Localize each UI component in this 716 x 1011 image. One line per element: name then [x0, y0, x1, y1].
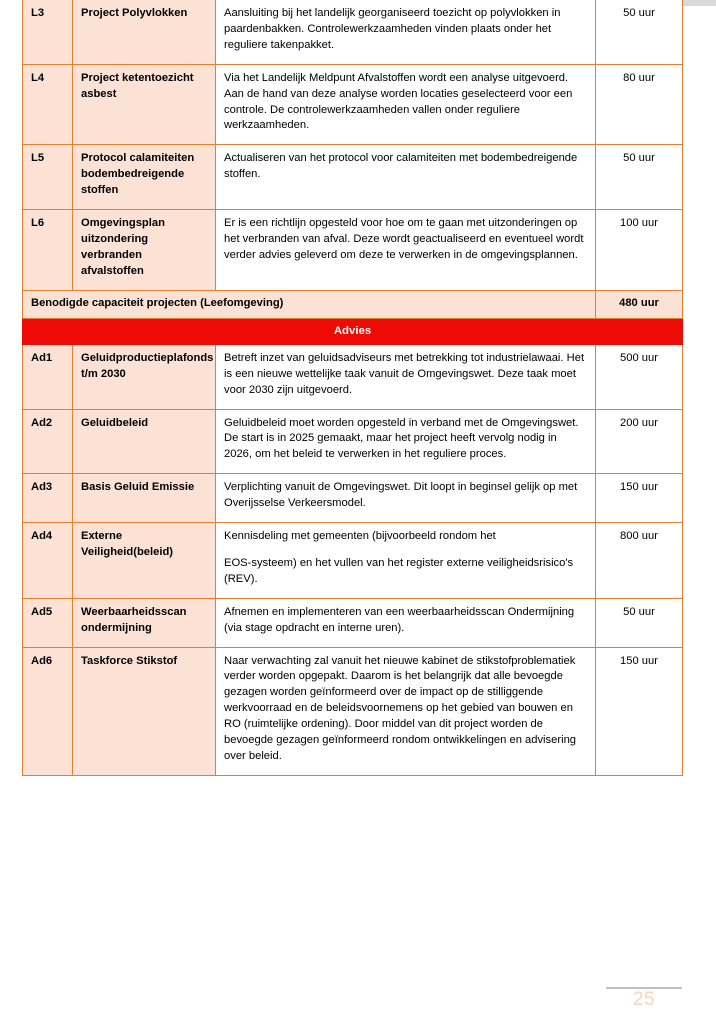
- row-description-paragraph: Betreft inzet van geluidsadviseurs met betrekking tot industrielawaai. Het is een nieuwe wettelijke taak vanuit de Omgevingswet. Deze taak moet voor 2030 zijn uitgevoerd.: [224, 351, 585, 396]
- row-description-paragraph: Afnemen en implementeren van een weerbaarheidsscan Ondermijning (via stage opdracht en interne uren).: [224, 605, 575, 634]
- row-name: Weerbaarheidsscan ondermijning: [73, 598, 216, 647]
- section-header-row: [23, 318, 683, 344]
- row-description: [216, 647, 596, 775]
- summary-hours: 480 uur: [596, 290, 683, 318]
- row-hours: 150 uur: [596, 647, 683, 775]
- row-name: Basis Geluid Emissie: [73, 474, 216, 523]
- table-row: [23, 145, 683, 210]
- row-name: Geluidbeleid: [73, 409, 216, 474]
- capacity-table-body: [23, 0, 683, 775]
- row-id: Ad2: [23, 409, 73, 474]
- row-name: Taskforce Stikstof: [73, 647, 216, 775]
- section-header-label: Advies: [23, 318, 683, 344]
- row-id: Ad1: [23, 344, 73, 409]
- row-description-paragraph: Aansluiting bij het landelijk georganiseerd toezicht op polyvlokken in paardenbakken. Controlewerkzaamheden vinden plaats onder het reguliere takenpakket.: [224, 7, 561, 51]
- row-hours: 150 uur: [596, 474, 683, 523]
- row-hours: 500 uur: [596, 344, 683, 409]
- table-row: [23, 344, 683, 409]
- table-row: [23, 523, 683, 599]
- row-id: Ad3: [23, 474, 73, 523]
- row-name: Protocol calamiteiten bodembedreigende stoffen: [73, 145, 216, 210]
- table-row: [23, 210, 683, 291]
- capacity-table: [22, 0, 683, 776]
- row-name: Project ketentoezicht asbest: [73, 64, 216, 145]
- summary-row: [23, 290, 683, 318]
- row-hours: 50 uur: [596, 0, 683, 64]
- row-description: [216, 210, 596, 291]
- row-description: [216, 523, 596, 599]
- table-row: [23, 647, 683, 775]
- row-description: [216, 474, 596, 523]
- row-name: Geluidproductieplafonds t/m 2030: [73, 344, 216, 409]
- row-description-paragraph: Geluidbeleid moet worden opgesteld in verband met de Omgevingswet. De start is in 2025 gemaakt, maar het project heeft vervolg nodig in 2026, om het beleid te verwerken in het reguliere proces.: [224, 416, 579, 461]
- row-name: Project Polyvlokken: [73, 0, 216, 64]
- row-name: Omgevingsplan uitzondering verbranden afvalstoffen: [73, 210, 216, 291]
- row-id: Ad4: [23, 523, 73, 599]
- row-description-paragraph: Via het Landelijk Meldpunt Afvalstoffen wordt een analyse uitgevoerd. Aan de hand van deze analyse worden locaties geselecteerd voor een controle. De controlewerkzaamheden vallen onder reguliere werkzaamheden.: [224, 71, 573, 132]
- row-id: L3: [23, 0, 73, 64]
- row-description-paragraph: EOS-systeem) en het vullen van het register externe veiligheidsrisico's (REV).: [224, 556, 574, 585]
- row-hours: 800 uur: [596, 523, 683, 599]
- row-description: [216, 64, 596, 145]
- row-description-paragraph: Actualiseren van het protocol voor calamiteiten met bodembedreigende stoffen.: [224, 152, 578, 181]
- page-number: 25: [632, 989, 656, 1010]
- row-hours: 80 uur: [596, 64, 683, 145]
- row-description: [216, 145, 596, 210]
- row-hours: 50 uur: [596, 145, 683, 210]
- row-description: [216, 409, 596, 474]
- table-row: [23, 0, 683, 64]
- row-hours: 200 uur: [596, 409, 683, 474]
- row-description: [216, 344, 596, 409]
- table-row: [23, 409, 683, 474]
- row-name: Externe Veiligheid(beleid): [73, 523, 216, 599]
- table-row: [23, 598, 683, 647]
- summary-label: Benodigde capaciteit projecten (Leefomgeving): [23, 290, 596, 318]
- table-row: [23, 64, 683, 145]
- row-id: L4: [23, 64, 73, 145]
- table-row: [23, 474, 683, 523]
- row-id: Ad5: [23, 598, 73, 647]
- row-description-paragraph: Naar verwachting zal vanuit het nieuwe kabinet de stikstofproblematiek verder worden opgepakt. Daarom is het belangrijk dat alle bevoegde gezagen worden geïnformeerd over de impact op de stilliggende werkvoorraad en de beleidsvoornemens op het gebied van bouwen en RO (ruimtelijke ordening). Door middel van dit project worden de bevoegde gezagen geïnformeerd rondom ontwikkelingen en advisering over beleid.: [224, 654, 577, 762]
- row-hours: 100 uur: [596, 210, 683, 291]
- row-description-paragraph: Er is een richtlijn opgesteld voor hoe om te gaan met uitzonderingen op het verbranden van afval. Deze wordt geactualiseerd en eventueel wordt verder advies geleverd om deze te verwerken in de omgevingsplannen.: [224, 217, 584, 261]
- row-description-paragraph: Kennisdeling met gemeenten (bijvoorbeeld rondom het: [224, 530, 496, 543]
- row-description-paragraph: Verplichting vanuit de Omgevingswet. Dit loopt in beginsel gelijk op met Overijsselse Verkeersmodel.: [224, 481, 578, 510]
- row-id: L5: [23, 145, 73, 210]
- row-id: Ad6: [23, 647, 73, 775]
- row-description: [216, 598, 596, 647]
- row-hours: 50 uur: [596, 598, 683, 647]
- row-description: [216, 0, 596, 64]
- row-id: L6: [23, 210, 73, 291]
